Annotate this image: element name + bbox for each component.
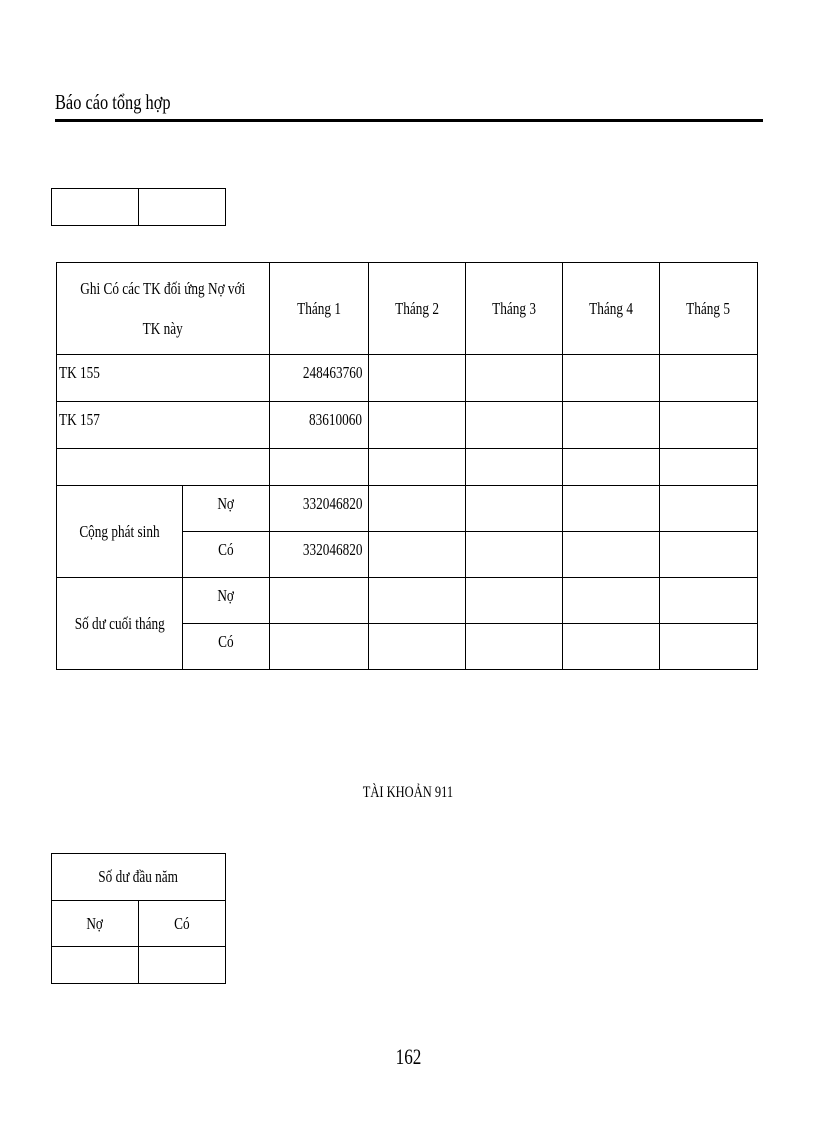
table-row (57, 402, 758, 449)
account-label: TK 155 (57, 355, 270, 402)
no-value (52, 947, 139, 984)
amount-cell (466, 449, 563, 486)
co-label: Có (139, 901, 226, 947)
amount-cell (660, 402, 758, 449)
blank-cell (139, 189, 226, 226)
amount-cell (369, 355, 466, 402)
opening-balance-table (51, 853, 226, 984)
amount-cell (660, 532, 758, 578)
no-label: Nợ (182, 578, 269, 624)
account-label: TK 157 (57, 402, 270, 449)
amount-cell (369, 532, 466, 578)
table-row (57, 486, 758, 532)
no-label: Nợ (182, 486, 269, 532)
month-header: Tháng 2 (369, 263, 466, 355)
amount-cell (563, 449, 660, 486)
month-header: Tháng 3 (466, 263, 563, 355)
amount-cell (660, 449, 758, 486)
section-title: TÀI KHOẢN 911 (362, 784, 454, 801)
amount-cell (466, 532, 563, 578)
amount-cell (660, 355, 758, 402)
co-label: Có (182, 624, 269, 670)
amount-cell (563, 624, 660, 670)
amount-cell (563, 532, 660, 578)
amount-cell (563, 486, 660, 532)
amount-cell (563, 355, 660, 402)
amount-cell (369, 578, 466, 624)
amount-cell: 332046820 (269, 532, 369, 578)
cong-phat-sinh-label: Cộng phát sinh (57, 486, 183, 578)
amount-cell (563, 402, 660, 449)
amount-cell (466, 486, 563, 532)
header-divider (55, 119, 763, 122)
amount-cell (660, 486, 758, 532)
blank-cell (52, 189, 139, 226)
amount-cell (660, 578, 758, 624)
table-row (57, 449, 758, 486)
ledger-header-row (57, 263, 758, 355)
month-header: Tháng 4 (563, 263, 660, 355)
amount-cell (660, 624, 758, 670)
opening-balance-box-top (51, 188, 226, 226)
amount-cell (466, 402, 563, 449)
so-du-cuoi-thang-label: Số dư cuối tháng (57, 578, 183, 670)
corner-header-line1: Ghi Có các TK đối ứng Nợ với (80, 278, 246, 298)
report-title: Báo cáo tổng hợp (55, 90, 171, 114)
amount-cell (466, 578, 563, 624)
amount-cell (269, 624, 369, 670)
amount-cell (269, 449, 369, 486)
opening-balance-title: Số dư đầu năm (52, 854, 226, 901)
amount-cell (563, 578, 660, 624)
account-label (57, 449, 270, 486)
amount-cell (369, 402, 466, 449)
corner-header (57, 263, 270, 355)
amount-cell (269, 578, 369, 624)
amount-cell: 248463760 (269, 355, 369, 402)
amount-cell: 332046820 (269, 486, 369, 532)
ledger-table (56, 262, 758, 670)
amount-cell (369, 449, 466, 486)
page-number: 162 (395, 1044, 421, 1069)
amount-cell (369, 624, 466, 670)
amount-cell (466, 624, 563, 670)
co-value (139, 947, 226, 984)
amount-cell (466, 355, 563, 402)
amount-cell: 83610060 (269, 402, 369, 449)
corner-header-line2: TK này (142, 318, 183, 338)
table-row (57, 578, 758, 624)
month-header: Tháng 1 (269, 263, 369, 355)
table-row (57, 355, 758, 402)
month-header: Tháng 5 (660, 263, 758, 355)
co-label: Có (182, 532, 269, 578)
no-label: Nợ (52, 901, 139, 947)
amount-cell (369, 486, 466, 532)
